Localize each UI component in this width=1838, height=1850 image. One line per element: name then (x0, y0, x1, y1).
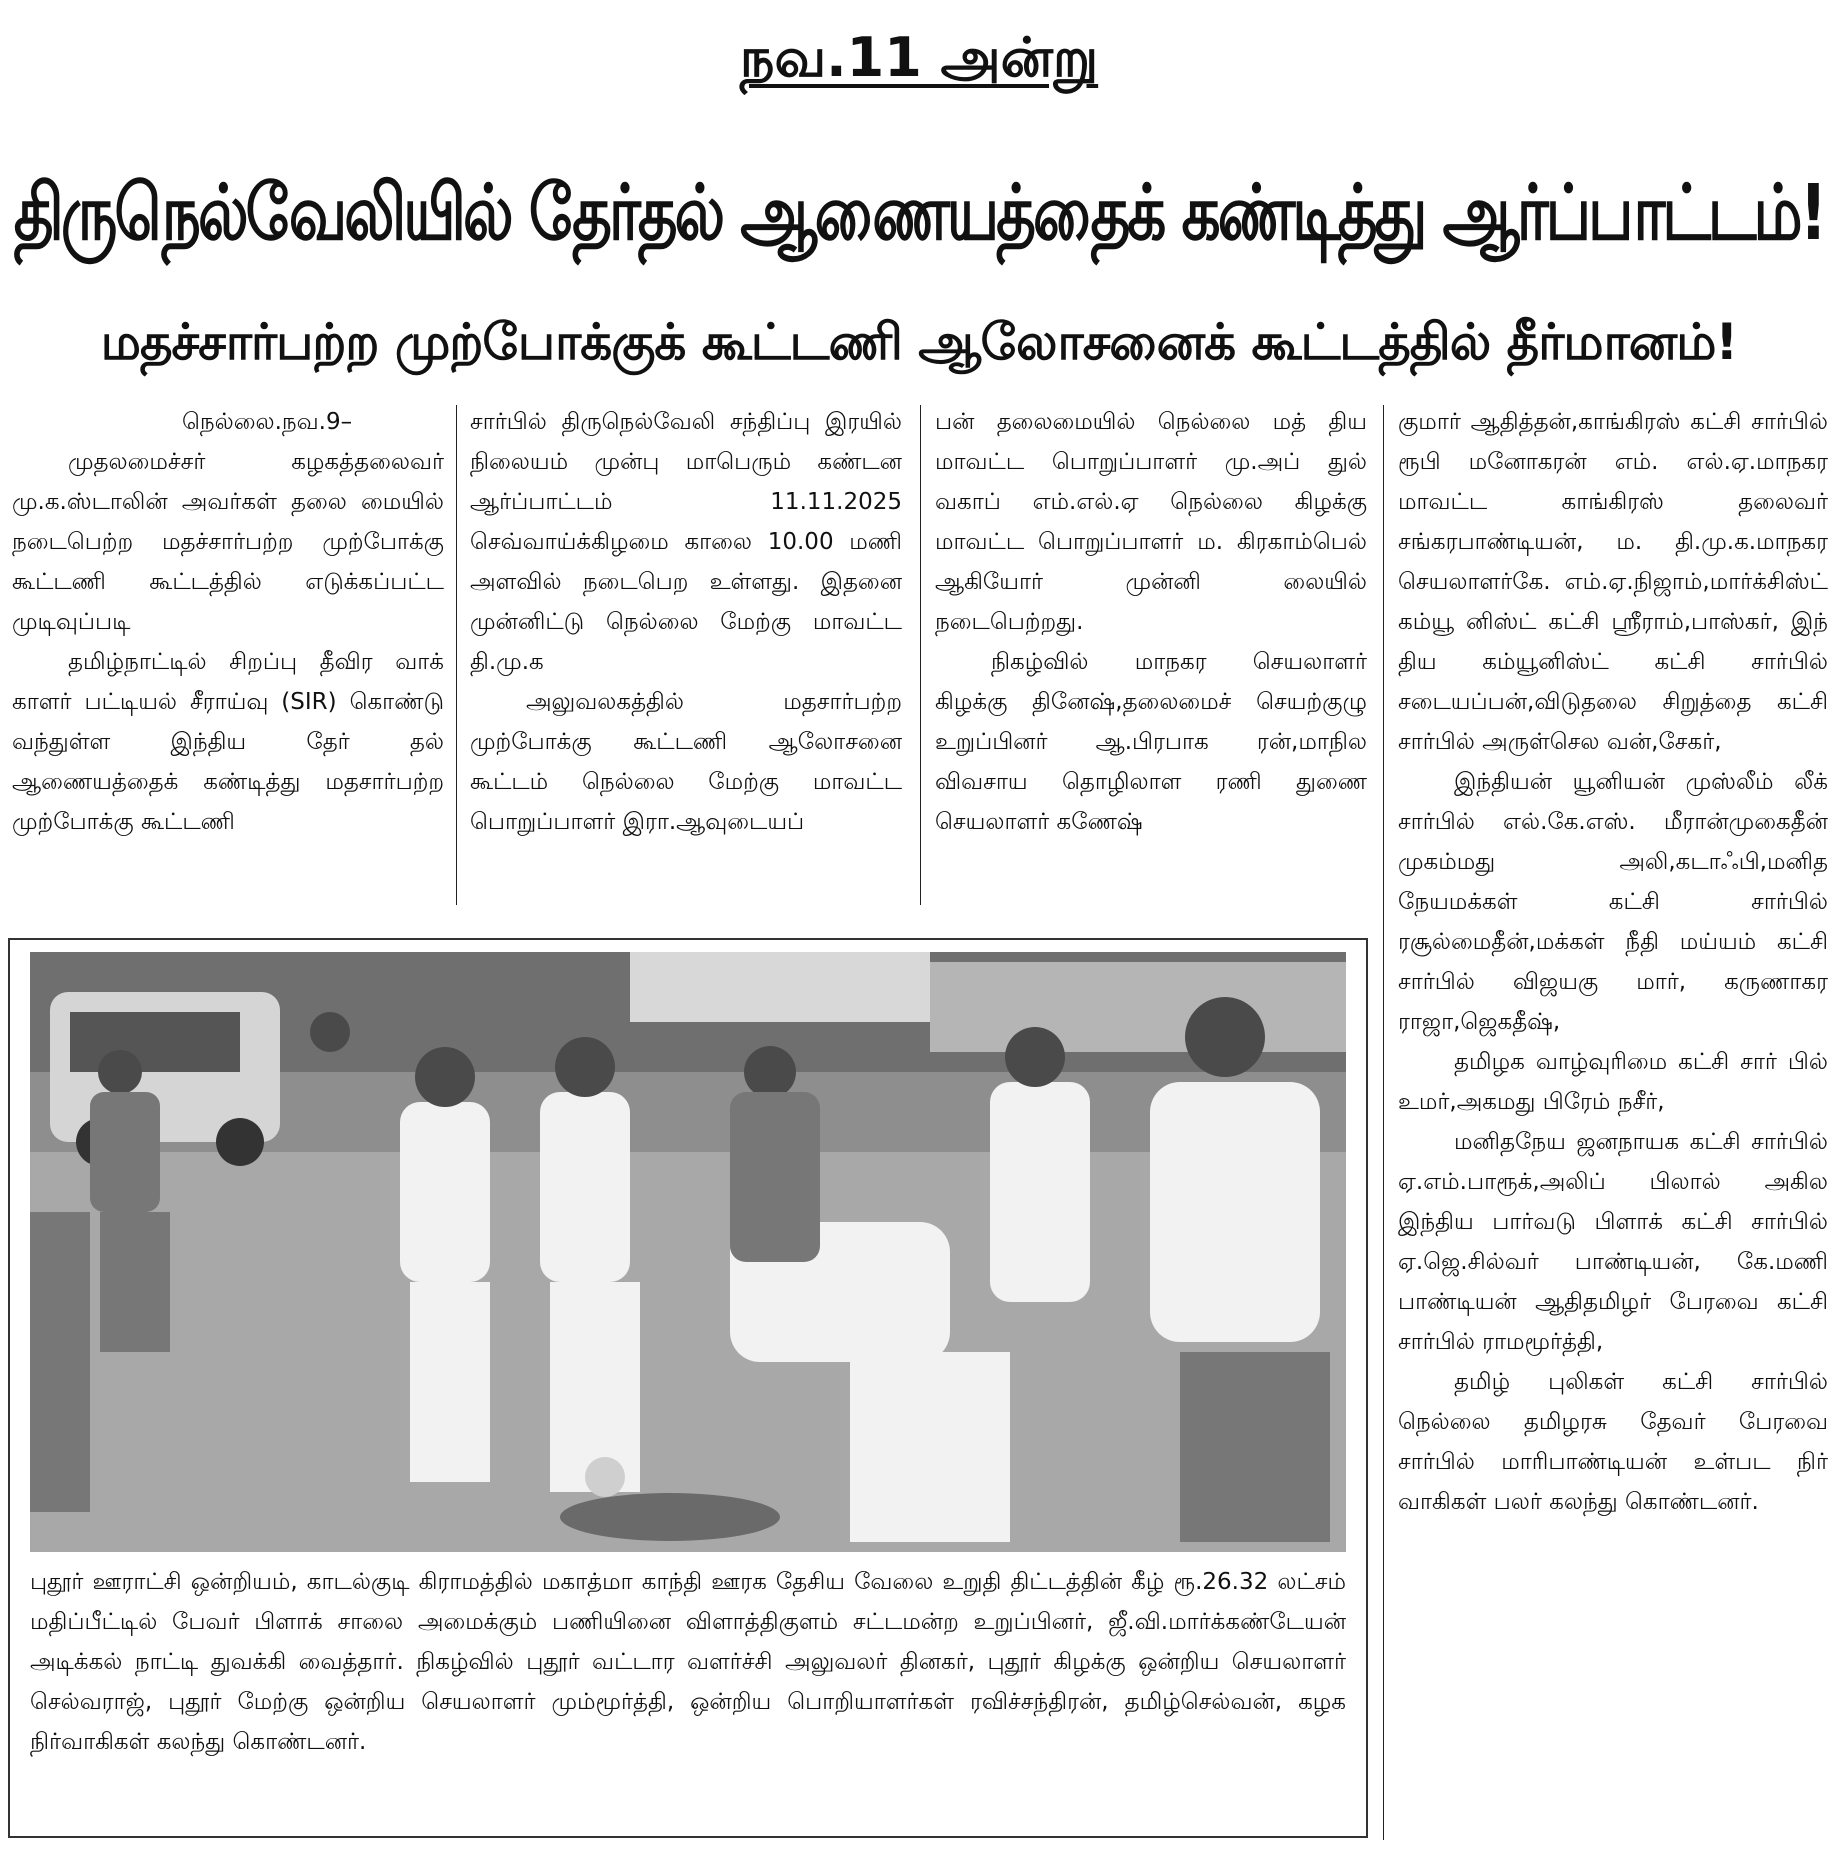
article-column-4 (1398, 402, 1828, 1522)
article-column-2 (470, 402, 902, 842)
article-paragraph: தமிழக வாழ்வுரிமை கட்சி சார் பில் உமர்,அகமது பிரேம் நசீர், (1398, 1049, 1828, 1115)
article-column-1 (12, 402, 444, 842)
kicker-text: நவ.11 அன்று (739, 26, 1099, 89)
news-photo (30, 952, 1346, 1552)
article-paragraph: மனிதநேய ஜனநாயக கட்சி சார்பில் ஏ.எம்.பாரூக்,அலிப் பிலால் அகில இந்திய பார்வடு பிளாக் கட்சி சார்பில் ஏ.ஜெ.சில்வர் பாண்டியன், கே.மணி பாண்டியன் ஆதிதமிழர் பேரவை கட்சி சார்பில் ராமமூர்த்தி, (1398, 1129, 1828, 1355)
subheadline: மதச்சார்பற்ற முற்போக்குக் கூட்டணி ஆலோசனைக் கூட்டத்தில் தீர்மானம்! (100, 313, 1738, 371)
article-paragraph: தமிழ்நாட்டில் சிறப்பு தீவிர வாக் காளர் பட்டியல் சீராய்வு (SIR) கொண்டு வந்துள்ள இந்திய தேர் தல் ஆணையத்தைக் கண்டித்து மதசார்பற்ற முற்போக்கு கூட்டணி (12, 649, 444, 835)
headline: திருநெல்வேலியில் தேர்தல் ஆணையத்தைக் கண்டித்து ஆர்ப்பாட்டம்! (13, 168, 1825, 258)
column-divider (456, 405, 457, 905)
article-paragraph: நிகழ்வில் மாநகர செயலாளர் கிழக்கு தினேஷ்,தலைமைச் செயற்குழு உறுப்பினர் ஆ.பிரபாக ரன்,மாநில விவசாய தொழிலாள ரணி துணை செயலாளர் கணேஷ் (935, 649, 1367, 835)
dateline: நெல்லை.நவ.9– (182, 409, 353, 435)
article-paragraph: தமிழ் புலிகள் கட்சி சார்பில் நெல்லை தமிழரசு தேவர் பேரவை சார்பில் மாரிபாண்டியன் உள்பட நிர் வாகிகள் பலர் கலந்து கொண்டனர். (1398, 1369, 1828, 1515)
photo-illustration (30, 952, 1346, 1552)
photo-box (8, 938, 1368, 1838)
column-divider (920, 405, 921, 905)
photo-caption: புதூர் ஊராட்சி ஒன்றியம், காடல்குடி கிராமத்தில் மகாத்மா காந்தி ஊரக தேசிய வேலை உறுதி திட்டத்தின் கீழ் ரூ.26.32 லட்சம் மதிப்பீட்டில் பேவர் பிளாக் சாலை அமைக்கும் பணியினை விளாத்திகுளம் சட்டமன்ற உறுப்பினர், ஜீ.வி.மார்க்கண்டேயன் அடிக்கல் நாட்டி துவக்கி வைத்தார். நிகழ்வில் புதூர் வட்டார வளர்ச்சி அலுவலர் தினகர், புதூர் கிழக்கு ஒன்றிய செயலாளர் செல்வராஜ், புதூர் மேற்கு ஒன்றிய செயலாளர் மும்மூர்த்தி, ஒன்றிய பொறியாளர்கள் ரவிச்சந்திரன், தமிழ்செல்வன், கழக நிர்வாகிகள் கலந்து கொண்டனர். (30, 1569, 1346, 1755)
kicker-title (0, 26, 1838, 90)
article-paragraph: பன் தலைமையில் நெல்லை மத் திய மாவட்ட பொறுப்பாளர் மு.அப் துல் வகாப் எம்.எல்.ஏ நெல்லை கிழக்கு மாவட்ட பொறுப்பாளர் ம. கிரகாம்பெல் ஆகியோர் முன்னி லையில் நடைபெற்றது. (935, 409, 1367, 635)
article-paragraph: சார்பில் திருநெல்வேலி சந்திப்பு இரயில் நிலையம் முன்பு மாபெரும் கண்டன ஆர்ப்பாட்டம் 11.11.2025 செவ்வாய்க்கிழமை காலை 10.00 மணி அளவில் நடைபெற உள்ளது. இதனை முன்னிட்டு நெல்லை மேற்கு மாவட்ட தி.மு.க (470, 409, 902, 675)
article-paragraph: முதலமைச்சர் கழகத்தலைவர் மு.க.ஸ்டாலின் அவர்கள் தலை மையில் நடைபெற்ற மதச்சார்பற்ற முற்போக்கு கூட்டணி கூட்டத்தில் எடுக்கப்பட்ட முடிவுப்படி (12, 449, 444, 635)
column-divider (1383, 405, 1384, 1840)
article-paragraph: இந்தியன் யூனியன் முஸ்லீம் லீக் சார்பில் எல்.கே.எஸ். மீரான்முகைதீன் முகம்மது அலி,கடாஃபி,மனித நேயமக்கள் கட்சி சார்பில் ரசூல்மைதீன்,மக்கள் நீதி மய்யம் கட்சி சார்பில் விஜயகு மார், கருணாகர ராஜா,ஜெகதீஷ், (1398, 769, 1828, 1035)
article-column-3 (935, 402, 1367, 842)
article-paragraph: குமார் ஆதித்தன்,காங்கிரஸ் கட்சி சார்பில் ரூபி மனோகரன் எம். எல்.ஏ.மாநகர மாவட்ட காங்கிரஸ் தலைவர் சங்கரபாண்டியன், ம. தி.மு.க.மாநகர செயலாளர்கே. எம்.ஏ.நிஜாம்,மார்க்சிஸ்ட் கம்யூ னிஸ்ட் கட்சி ஸ்ரீராம்,பாஸ்கர், இந் திய கம்யூனிஸ்ட் கட்சி சார்பில் சடையப்பன்,விடுதலை சிறுத்தை கட்சி சார்பில் அருள்செல வன்,சேகர், (1398, 409, 1828, 755)
article-paragraph: அலுவலகத்தில் மதசார்பற்ற முற்போக்கு கூட்டணி ஆலோசனை கூட்டம் நெல்லை மேற்கு மாவட்ட பொறுப்பாளர் இரா.ஆவுடையப் (470, 689, 902, 835)
